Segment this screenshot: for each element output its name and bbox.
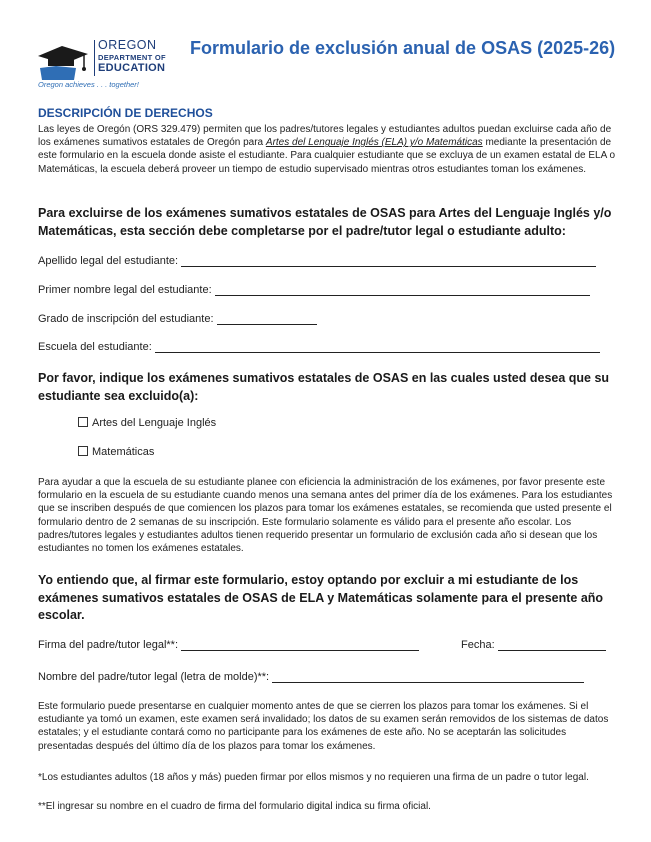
- graduation-cap-oregon-icon: [36, 42, 92, 82]
- date-input-line[interactable]: [498, 638, 606, 651]
- last-name-input-line[interactable]: [181, 254, 596, 267]
- ela-label: Artes del Lenguaje Inglés: [92, 417, 217, 429]
- parent-name-input-line[interactable]: [272, 670, 584, 683]
- submission-paragraph: Para ayudar a que la escuela de su estudiante planee con eficiencia la administración de los exámenes, por favor presente este formulario en la escuela de su estudiante cuando menos una semana antes del primer día de los exámenes. Para los estudiantes que se inscriben después de que comiencen los plazos para tomar los exámenes estatales, se recomienda que usted presente el formulario dentro de 2 semanas de su inscripción. Este formulario solamente es válido para el presente año escolar. Los padres/tutores legales y estudiantes adultos tienen requerido presentar un formulario de exclusión cada año si desean que los estudiantes no tomen los exámenes estatales.: [38, 477, 613, 555]
- last-name-field[interactable]: [38, 254, 596, 267]
- rights-text-2: mediante la presentación de este formulario en la escuela donde asiste el estudiante. Para cualquier estudiante que se excluya de un examen estatal de ELA o Matemáticas, la escuela deberá proveer un tiempo de estudio supervisado mientras otros estudiantes toman los exámenes.: [38, 137, 616, 175]
- grade-field[interactable]: [38, 312, 317, 325]
- school-label: Escuela del estudiante:: [38, 341, 152, 353]
- school-field[interactable]: [38, 340, 600, 353]
- date-field[interactable]: [461, 638, 606, 651]
- option-math[interactable]: [78, 446, 154, 458]
- ela-checkbox[interactable]: [78, 417, 88, 427]
- section2-heading: Por favor, indique los exámenes sumativos estatales de OSAS en las cuales usted desea que su estudiante sea excluido(a):: [38, 371, 610, 403]
- rights-heading: DESCRIPCIÓN DE DERECHOS: [38, 106, 213, 120]
- rights-text-1: Las leyes de Oregón (ORS 329.479) permiten que los padres/tutores legales y estudiantes adultos puedan excluirse cada año de los exámenes sumativos estatales de Oregón para: [38, 124, 612, 149]
- signature-input-line[interactable]: [181, 638, 419, 651]
- section1-heading: Para excluirse de los exámenes sumativos estatales de OSAS para Artes del Lenguaje Inglés y/o Matemáticas, esta sección debe completarse por el padre/tutor legal o estudiante adulto:: [38, 206, 612, 238]
- first-name-field[interactable]: [38, 283, 590, 296]
- option-ela[interactable]: [78, 417, 216, 429]
- date-label: Fecha:: [461, 639, 495, 651]
- rights-paragraph: [38, 123, 618, 176]
- logo-oregon: OREGON: [98, 38, 157, 52]
- logo-education: EDUCATION: [98, 62, 166, 74]
- parent-name-field[interactable]: [38, 670, 584, 683]
- grade-input-line[interactable]: [217, 312, 317, 325]
- ela-math-link[interactable]: Artes del Lenguaje Inglés (ELA) y/o Matemáticas: [265, 137, 483, 149]
- footnote-digital: **El ingresar su nombre en el cuadro de firma del formulario digital indica su firma oficial.: [38, 801, 431, 812]
- logo-divider: [94, 40, 95, 76]
- ode-logo: [36, 38, 186, 98]
- last-name-label: Apellido legal del estudiante:: [38, 255, 179, 267]
- signature-field[interactable]: [38, 638, 419, 651]
- deadline-paragraph: Este formulario puede presentarse en cualquier momento antes de que se cierren los plazos para tomar los exámenes. Si el estudiante ya tomó un examen, este examen será invalidado; los datos de su examen serán removidos de los sistemas de datos estatales; y el estudiante contará como no participante para los exámenes de este año. No se aceptarán las solicitudes presentadas después del último día de los plazos para tomar los exámenes.: [38, 701, 609, 752]
- page-title: Formulario de exclusión anual de OSAS (2025-26): [190, 38, 616, 58]
- footnote-adult: *Los estudiantes adultos (18 años y más) pueden firmar por ellos mismos y no requieren una firma de un padre o tutor legal.: [38, 772, 589, 783]
- math-checkbox[interactable]: [78, 446, 88, 456]
- math-label: Matemáticas: [92, 446, 155, 458]
- logo-department: DEPARTMENT OF: [98, 53, 166, 62]
- first-name-input-line[interactable]: [215, 283, 590, 296]
- logo-tagline: Oregon achieves . . . together!: [38, 80, 139, 89]
- school-input-line[interactable]: [155, 340, 600, 353]
- grade-label: Grado de inscripción del estudiante:: [38, 313, 214, 325]
- section3-heading: Yo entiendo que, al firmar este formulario, estoy optando por excluir a mi estudiante de los exámenes sumativos estatales de OSAS de ELA y Matemáticas solamente para el presente año escolar.: [38, 573, 604, 622]
- parent-name-label: Nombre del padre/tutor legal (letra de molde)**:: [38, 671, 270, 683]
- signature-label: Firma del padre/tutor legal**:: [38, 639, 179, 651]
- first-name-label: Primer nombre legal del estudiante:: [38, 284, 212, 296]
